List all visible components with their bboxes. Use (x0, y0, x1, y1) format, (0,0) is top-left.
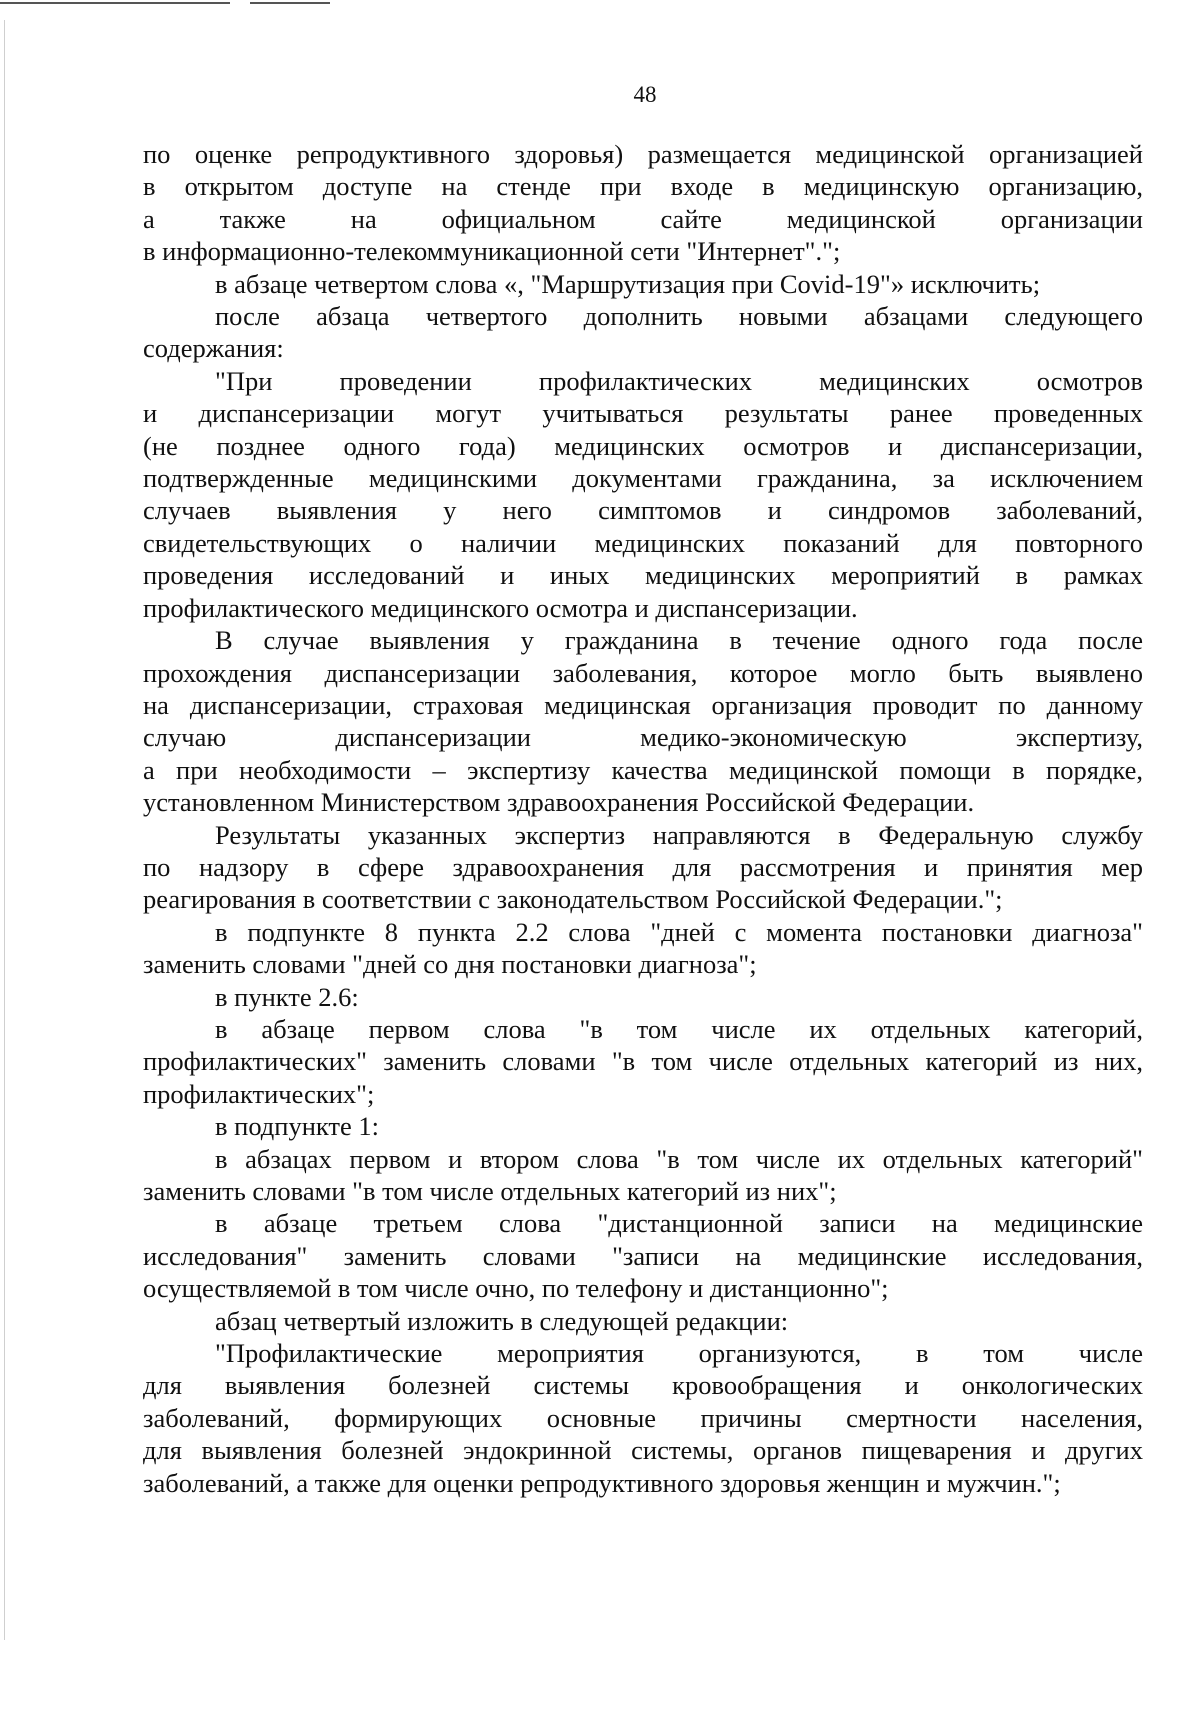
paragraph (143, 1207, 1143, 1304)
text-line: в подпункте 1: (215, 1111, 380, 1142)
scan-edge-top-right (250, 2, 330, 4)
paragraph (143, 1013, 1143, 1110)
paragraph (143, 268, 1143, 300)
text-line: в пункте 2.6: (215, 981, 359, 1012)
text-line: профилактического медицинского осмотра и диспансеризации. (143, 592, 858, 623)
text-line: а при необходимости – экспертизу качества медицинской помощи в порядке, (143, 754, 1143, 785)
text-line: в информационно-телекоммуникационной сети "Интернет"."; (143, 236, 841, 267)
text-line: "Профилактические мероприятия организуются, в том числе (215, 1338, 1143, 1369)
scan-edge-left (4, 20, 5, 1640)
text-line: Результаты указанных экспертиз направляются в Федеральную службу (215, 819, 1143, 850)
text-line: по оценке репродуктивного здоровья) размещается медицинской организацией (143, 139, 1143, 169)
text-line: заменить словами "дней со дня постановки диагноза"; (143, 949, 757, 980)
text-line: заменить словами "в том числе отдельных категорий из них"; (143, 1176, 837, 1206)
paragraph (143, 138, 1143, 268)
text-line: осуществляемой в том числе очно, по телефону и дистанционно"; (143, 1273, 889, 1304)
text-line: прохождения диспансеризации заболевания, которое могло быть выявлено (143, 657, 1143, 688)
paragraph (143, 1305, 1143, 1337)
text-line: а также на официальном сайте медицинской организации (143, 203, 1143, 234)
paragraph (143, 365, 1143, 624)
text-line: для выявления болезней системы кровообращения и онкологических (143, 1370, 1143, 1401)
text-line: в абзаце третьем слова "дистанционной записи на медицинские (215, 1208, 1143, 1239)
text-line: случаев выявления у него симптомов и синдромов заболеваний, (143, 495, 1143, 526)
text-line: в подпункте 8 пункта 2.2 слова "дней с момента постановки диагноза" (215, 916, 1143, 947)
paragraph (143, 981, 1143, 1013)
text-line: подтвержденные медицинскими документами гражданина, за исключением (143, 463, 1143, 494)
text-line: и диспансеризации могут учитываться результаты ранее проведенных (143, 398, 1143, 429)
text-line: в открытом доступе на стенде при входе в медицинскую организацию, (143, 171, 1143, 202)
page-number: 48 (633, 82, 657, 107)
paragraph (143, 1143, 1143, 1208)
text-line: (не позднее одного года) медицинских осмотров и диспансеризации, (143, 430, 1143, 461)
text-line: установленном Министерством здравоохранения Российской Федерации. (143, 787, 975, 818)
text-line: свидетельствующих о наличии медицинских показаний для повторного (143, 527, 1143, 558)
text-line: по надзору в сфере здравоохранения для рассмотрения и принятия мер (143, 851, 1143, 882)
paragraph (143, 819, 1143, 916)
text-line: случаю диспансеризации медико-экономическую экспертизу, (143, 722, 1143, 753)
text-line: для выявления болезней эндокринной системы, органов пищеварения и других (143, 1435, 1143, 1466)
paragraph (143, 916, 1143, 981)
text-line: абзац четвертый изложить в следующей редакции: (215, 1305, 789, 1336)
text-line: содержания: (143, 333, 284, 364)
paragraph (143, 1337, 1143, 1499)
text-line: исследования" заменить словами "записи на медицинские исследования, (143, 1240, 1143, 1271)
text-line: В случае выявления у гражданина в течение одного года после (215, 625, 1143, 656)
text-line: заболеваний, а также для оценки репродуктивного здоровья женщин и мужчин."; (143, 1467, 1061, 1498)
paragraph (143, 300, 1143, 365)
scan-edge-top-left (0, 2, 230, 4)
text-line: реагирования в соответствии с законодательством Российской Федерации."; (143, 884, 1003, 915)
text-line: на диспансеризации, страховая медицинская организация проводит по данному (143, 689, 1143, 720)
text-line: "При проведении профилактических медицинских осмотров (215, 365, 1143, 396)
text-line: в абзаце четвертом слова «, "Маршрутизация при Covid-19"» исключить; (215, 268, 1041, 299)
document-body (143, 138, 1143, 1499)
text-line: после абзаца четвертого дополнить новыми абзацами следующего (215, 301, 1143, 332)
text-line: профилактических" заменить словами "в том числе отдельных категорий из них, (143, 1046, 1143, 1077)
paragraph (143, 1110, 1143, 1142)
paragraph (143, 624, 1143, 818)
text-line: в абзаце первом слова "в том числе их отдельных категорий, (215, 1013, 1143, 1044)
text-line: проведения исследований и иных медицинских мероприятий в рамках (143, 560, 1143, 591)
text-line: заболеваний, формирующих основные причины смертности населения, (143, 1402, 1143, 1433)
text-line: в абзацах первом и втором слова "в том числе их отдельных категорий" (215, 1143, 1143, 1174)
text-line: профилактических"; (143, 1078, 375, 1109)
